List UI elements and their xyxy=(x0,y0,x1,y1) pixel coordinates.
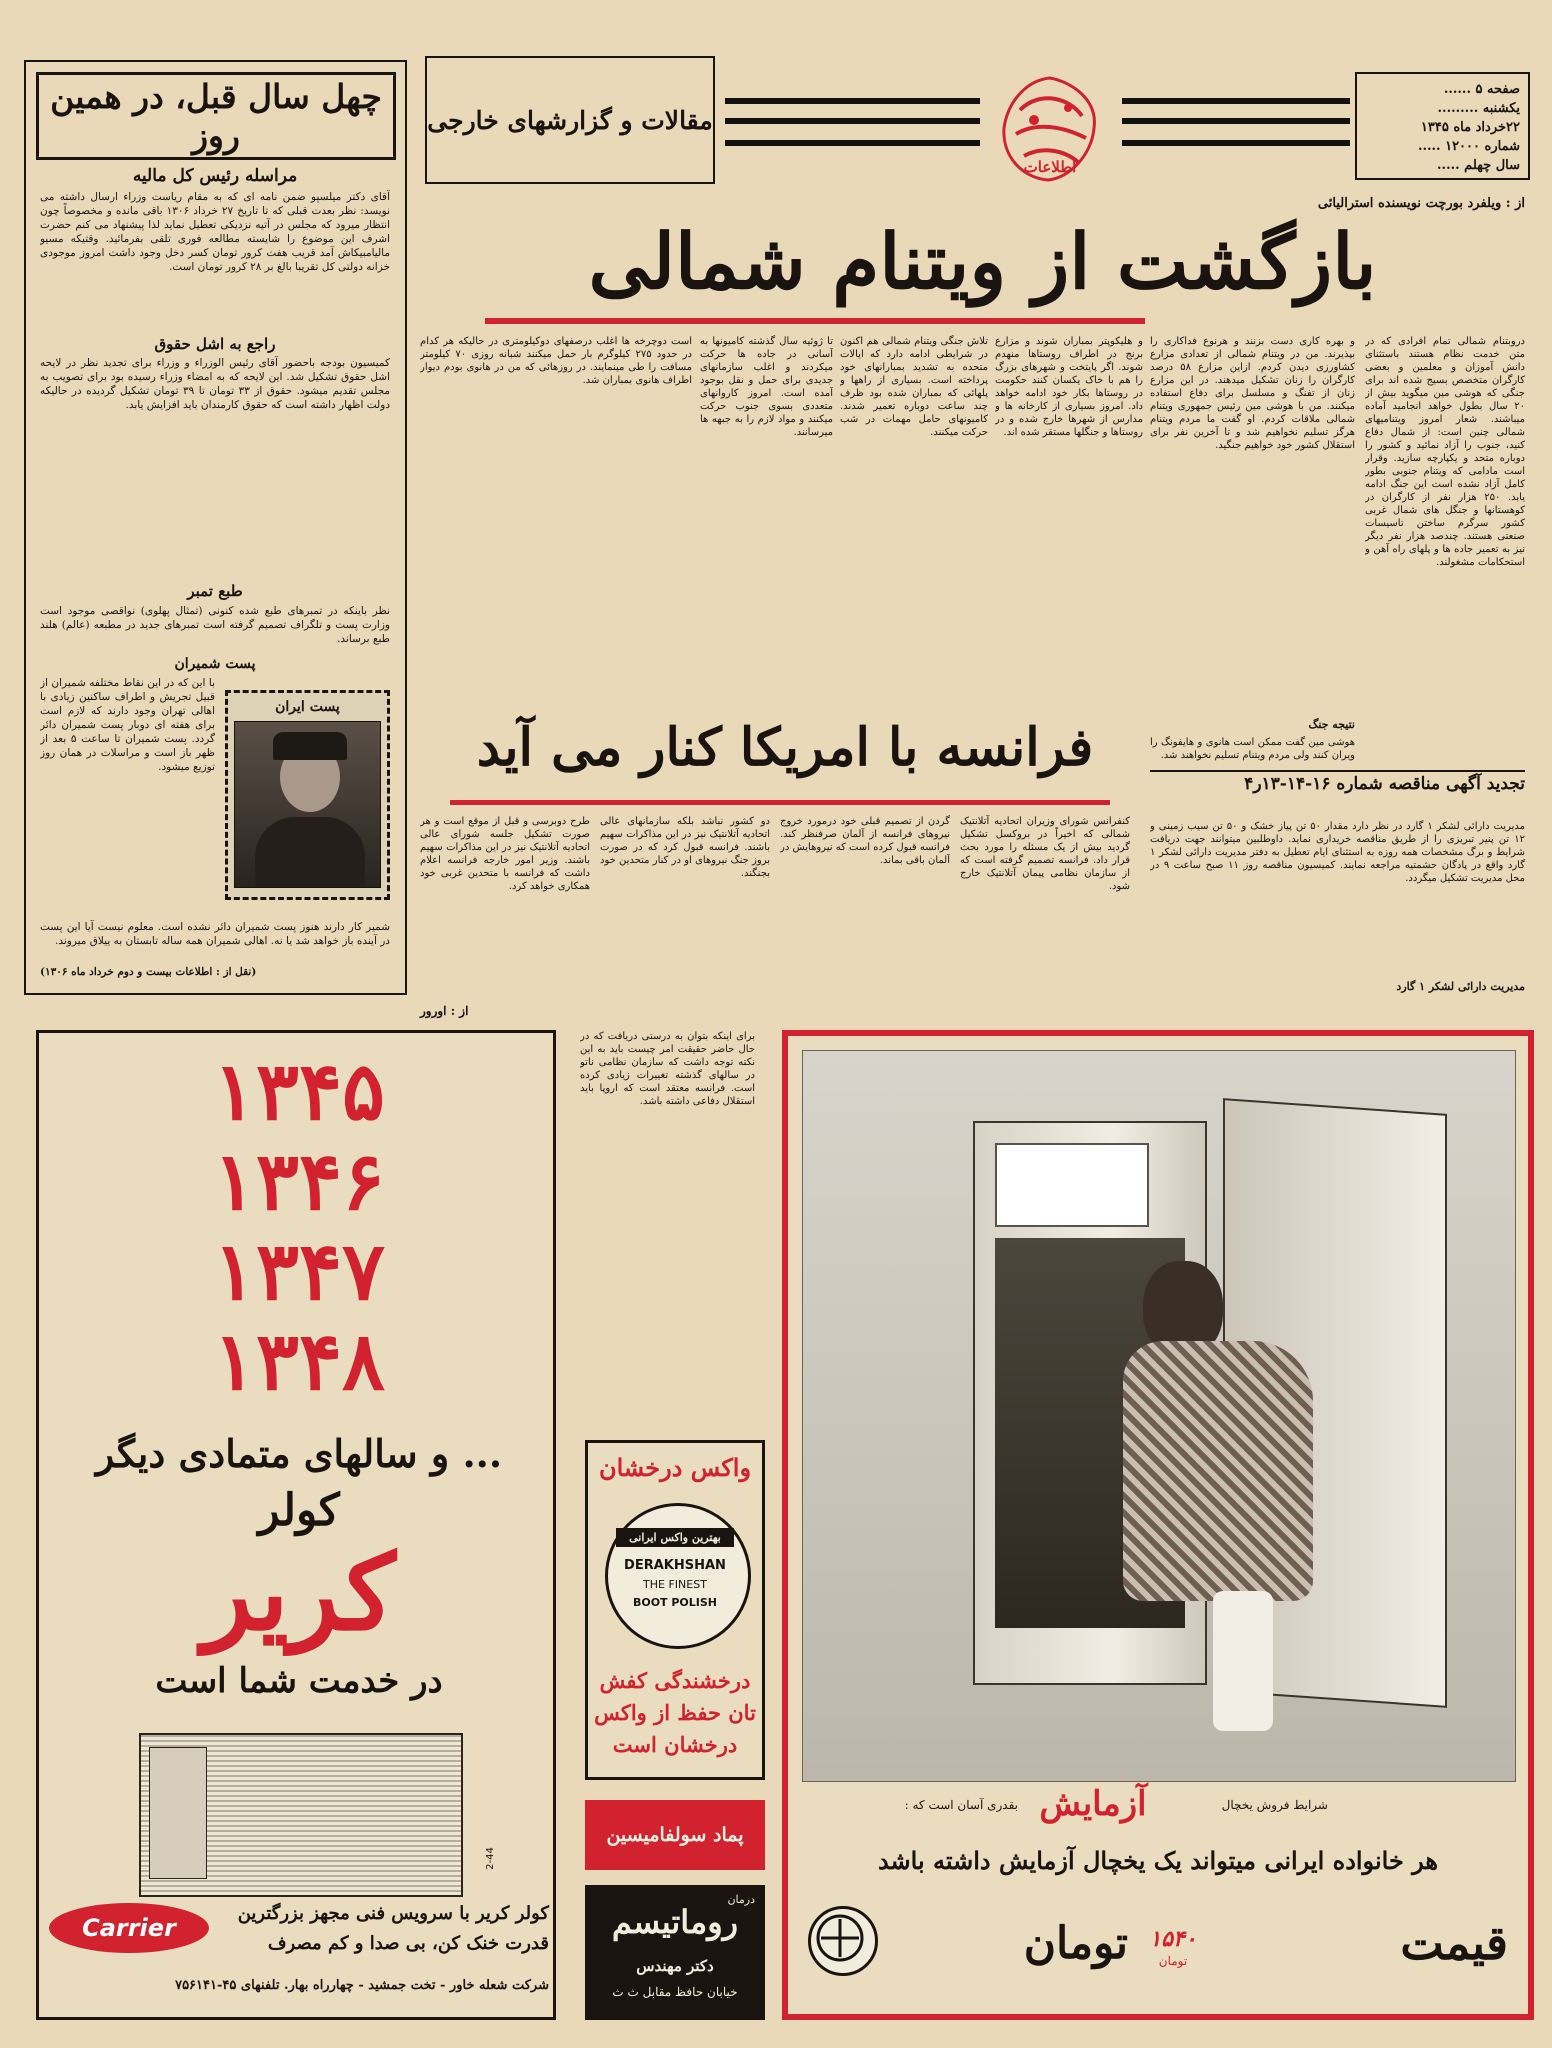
second-headline: فرانسه با امریکا کنار می آید xyxy=(476,717,1094,778)
fridge-manufacturer-logo xyxy=(808,1906,878,1976)
polish-title: واکس درخشان xyxy=(598,1453,752,1482)
tender-title: تجدید آگهی مناقصه شماره ۱۶-۱۴-۱۳ر۴ xyxy=(1244,774,1525,794)
sidebar-item-body: با این که در این نقاط مختلفه شمیران از قبیل تجریش و اطراف ساکنین زیادی با اهالی تهران وجود دارند که لازم است برای هفته ای دوبار پست شمیران دائر گردد. پست شمیران تا ساعت ۵ بعد از ظهر باز است و مراسلات در همان روز توزیع میشود. xyxy=(40,677,215,773)
carrier-footer2: قدرت خنک کن، بی صدا و کم مصرف xyxy=(267,1933,549,1954)
sulfamycin-text: پماد سولفامیسین xyxy=(606,1824,744,1846)
polish-tin-en2: THE FINEST xyxy=(643,1578,707,1591)
issue-line: سال چهلم ..... xyxy=(1437,158,1520,173)
fridge-note2: بقدری آسان است که : xyxy=(904,1798,1018,1812)
second-article-column: گردن از تصمیم قبلی خود درمورد خروج نیروهای فرانسه از آلمان صرفنظر کند. فرانسه قبول کرده است که نیروهایش در آلمان باقی بماند. xyxy=(780,816,950,866)
fridge-ad xyxy=(782,1030,1534,2020)
newspaper-logo xyxy=(990,70,1110,190)
carrier-logo xyxy=(49,1903,209,1953)
rheumatism-title: روماتیسم xyxy=(611,1903,739,1941)
fridge-tagline: هر خانواده ایرانی میتواند یک یخچال آزمایش داشته باشد xyxy=(877,1846,1439,1875)
portrait-body xyxy=(255,817,365,887)
air-conditioner-image xyxy=(139,1733,463,1897)
carrier-line2: کولر xyxy=(258,1485,340,1536)
second-headline-red-underline xyxy=(450,800,1110,805)
polish-slogan: درخشندگی کفش تان حفظ از واکس درخشان است xyxy=(594,1668,756,1757)
carrier-year: ۱۳۴۵ xyxy=(213,1044,385,1138)
carrier-line3: در خدمت شما است xyxy=(155,1661,443,1701)
portrait-cap xyxy=(273,732,347,760)
manufacturer-emblem-icon xyxy=(811,1909,869,1967)
fridge-brand: آزمایش xyxy=(1039,1784,1147,1824)
carrier-brand-fa: کریر xyxy=(202,1531,396,1654)
main-article-column: و هلیکوپتر بمباران شوند و مزارع برنج در اطراف روستاها منهدم شوند. اگر پایتخت و شهرهای بزرگ را هم با خاک یکسان کنند حکومت در روستاها بکار خود ادامه خواهد داد. امروز بسیاری از کارخانه ها و مدارس از شهرها خارج شده و در روستاها و جنگلها مستقر شده اند. xyxy=(995,336,1143,438)
sidebar-title-box xyxy=(36,72,396,160)
sidebar-item-title: طبع تمبر xyxy=(187,582,243,600)
masthead-rule xyxy=(1122,98,1350,104)
girl-dress xyxy=(1123,1341,1313,1601)
polish-tin-fa: بهترین واکس ایرانی xyxy=(616,1528,734,1547)
main-byline: از : ویلفرد بورچت نویسنده استرالیائی xyxy=(1317,196,1525,211)
rheumatism-top: درمان xyxy=(727,1893,755,1906)
girl-legs xyxy=(1213,1591,1273,1731)
carrier-code: 2-44 xyxy=(484,1847,496,1870)
polish-ad xyxy=(585,1440,765,1780)
carrier-logo-text: Carrier xyxy=(82,1914,176,1942)
section-title: مقالات و گزارشهای خارجی xyxy=(427,105,713,135)
rheumatism-address: خیابان حافظ مقابل ث ث xyxy=(612,1985,738,1999)
tender-body: مدیریت دارائی لشکر ۱ گارد در نظر دارد مقدار ۵۰ تن پیاز خشک و ۵۰ تن سیب زمینی و ۱۲ تن پنیر تبریزی را از طریق مناقصه خریداری نماید. داوطلبین میتوانند جهت دریافت شرایط و برگ مشخصات همه روزه به استثنای ایام تعطیل به دفتر مدیریت دارائی لشکر ۱ گارد واقع در پادگان حشمتیه مراجعه نمایند. کمیسیون مناقصه روز ۱۱ صبح ساعت ۹ در محل مدیریت تشکیل میگردد. xyxy=(1150,821,1525,884)
fridge-photo xyxy=(802,1050,1516,1782)
sidebar-item-title: راجع به اشل حقوق xyxy=(154,335,276,353)
polish-tin-en1: DERAKHSHAN xyxy=(624,1558,726,1573)
sidebar-item-body: آقای دکتر میلسپو ضمن نامه ای که به مقام ریاست وزراء ارسال داشته می نویسد: نظر بعدت قبلی که تا تاریخ ۲۷ خرداد ۱۳۰۶ باقی مانده و مخصوصاً چون انتظار میرود که مجلس در آتیه نزدیکی تعطیل نماید لذا پیشنهاد می کنم حضرت اشرف این موضوع را شایسته مطالعه فوری تلقی بفرمائید. وقتیکه مسیو مالیامبیکاش آمد قریب هفت کرور تومان کسر دخل وجود داشت امروز موجودی خزانه دولتی کل تقریبا بالغ بر ۲۸ کرور تومان است. xyxy=(40,191,390,273)
rheumatism-ad xyxy=(585,1885,765,2020)
issue-line: صفحه ۵ ...... xyxy=(1443,82,1520,97)
sulfamycin-ad xyxy=(585,1800,765,1870)
tender-signature: مدیریت دارائی لشکر ۱ گارد xyxy=(1396,980,1525,993)
second-article-column: دو کشور نباشد بلکه سازمانهای عالی اتحادیه آتلانتیک نیز در این مذاکرات سهیم باشند. فرانسه قبول کرد که در صورت بروز جنگ نیروهای او در کنار متحدین خود بجنگند. xyxy=(600,816,770,879)
sidebar-title: چهل سال قبل، در همین روز xyxy=(50,77,382,155)
polish-tin xyxy=(605,1503,751,1649)
issue-line: ۲۲خرداد ماه ۱۳۴۵ xyxy=(1420,120,1520,135)
masthead-rule xyxy=(725,140,980,146)
carrier-footer3: شرکت شعله خاور - تخت جمشید - چهارراه بهار. تلفنهای ۴۵-۷۵۶۱۴۱ xyxy=(175,1978,549,1993)
logo-text: اطلاعات xyxy=(1023,158,1077,176)
main-article-column: و بهره کاری دست بزنند و هرنوع فداکاری را بپذیرند. من در ویتنام شمالی از تعدادی مزارع کشاورزی دیدن کردم. ازاین مزارع ۵۸ درصد کارگران را زنان تشکیل میدهند. در این مزارع زنان از تفنگ و مسلسل برای دفاع استفاده میکنند. من با هوشی مین رئیس جمهوری ویتنام شمالی ملاقات کردم. او گفت ما مردم ویتنام هرگز تسلیم نخواهیم شد و تا آخرین نفر برای استقلال کشور خود خواهیم جنگید. xyxy=(1150,336,1355,451)
main-article-column: است دوچرخه ها اغلب درصفهای دوکیلومتری در حالیکه هر کدام در حدود ۲۷۵ کیلوگرم بار حمل میکنند شبانه روزی ۷۰ کیلومتر مسافت را طی مینمایند. در روزهائی که من در هانوی بودم دیوار اطراف هانوی بمباران شد. xyxy=(420,336,692,386)
main-headline: بازگشت از ویتنام شمالی xyxy=(588,217,1377,306)
rheumatism-name: دکتر مهندس xyxy=(636,1957,714,1975)
carrier-line1: ... و سالهای متمادی دیگر xyxy=(95,1431,503,1476)
second-article-column: طرح دوبرسی و قبل از موقع است و هر صورت تشکیل جلسه شورای عالی اتحادیه آتلانتیک نیز در این مذاکرات سهیم باشند. وزیر امور خارجه فرانسه اعلام داشت که فرانسه با متحدین غربی خود همکاری خواهد کرد. xyxy=(420,816,590,892)
carrier-year: ۱۳۴۶ xyxy=(213,1134,385,1228)
girl-figure xyxy=(1103,1261,1323,1731)
fridge-freezer xyxy=(995,1143,1149,1227)
stamp xyxy=(225,690,390,900)
issue-line: یکشنبه ......... xyxy=(1437,101,1520,116)
second-byline: از : اورور xyxy=(420,1004,469,1018)
second-article-column: برای اینکه بتوان به درستی دریافت که در حال حاضر حقیقت امر چیست باید به این نکته توجه داشت که سازمان نظامی ناتو در سالهای گذشته تغییرات زیادی کرده است. فرانسه معتقد است که اروپا باید استقلال دفاعی داشته باشد. xyxy=(580,1031,755,1107)
sidebar-citation: (نقل از : اطلاعات بیست و دوم خرداد ماه ۱۳۰۶) xyxy=(40,966,257,978)
second-article-column: کنفرانس شورای وزیران اتحادیه آتلانتیک شمالی که اخیراً در بروکسل تشکیل گردید بیش از یک مسئله را مورد بحث قرار داد. فرانسه تصمیم گرفته است که از سازمان نظامی پیمان آتلانتیک خارج شود. xyxy=(960,816,1130,892)
headline-red-underline xyxy=(485,318,1145,324)
main-subhead-text: هوشی مین گفت ممکن است هانوی و هایفونگ را ویران کنند ولی مردم ویتنام تسلیم نخواهند شد. xyxy=(1150,737,1355,761)
fridge-note: شرایط فروش یخچال xyxy=(1221,1798,1328,1812)
carrier-year: ۱۳۴۷ xyxy=(213,1224,385,1318)
carrier-footer1: کولر کریر با سرویس فنی مجهز بزرگترین xyxy=(237,1903,549,1924)
stamp-portrait xyxy=(234,721,381,888)
ac-control-panel xyxy=(149,1747,207,1879)
fridge-price-unit: تومان xyxy=(1023,1918,1128,1969)
masthead-rule xyxy=(1122,118,1350,124)
sidebar-item-title: پست شمیران xyxy=(174,656,256,672)
sidebar-extra-text: شمیر کار دارند هنوز پست شمیران دائر نشده است. معلوم نیست آیا این پست در آینده باز خواهد شد یا نه. اهالی شمیران همه ساله تابستان به ییلاق میروند. xyxy=(40,921,390,947)
sidebar-item-title: مراسله رئیس کل مالیه xyxy=(132,166,298,186)
issue-box xyxy=(1355,72,1530,180)
main-article-column: تا ژوئیه سال گذشته کامیونها به آسانی در جاده ها حرکت میکردند و اغلب سازمانهای جدیدی برای حمل و نقل بوجود آمده است. امروز کاروانهای متعددی بسوی جنوب حرکت میکنند و مواد لازم را به جبهه ها میرسانند. xyxy=(700,336,833,438)
main-subhead: نتیجه جنگ xyxy=(1308,718,1355,731)
sidebar-item-body: کمیسیون بودجه باحضور آقای رئیس الوزراء و وزراء برای تجدید نظر در لایحه اشل حقوق تشکیل شد. این لایحه که به امضاء وزراء رسیده بود برای تصویب به مجلس تقدیم میشود. حقوق از ۳۳ تومان تا ۳۹ تومان تشکیل گردیده در حالیکه دولت اظهار داشته است که حقوق کارمندان باید افزایش یابد. xyxy=(40,357,390,411)
issue-line: شماره ۱۲۰۰۰ ..... xyxy=(1417,139,1520,154)
masthead-rule xyxy=(725,98,980,104)
section-title-box xyxy=(425,56,715,184)
fridge-price-label: قیمت xyxy=(1400,1916,1508,1970)
sidebar-item-body: نظر باینکه در تمبرهای طبع شده کنونی (تمثال پهلوی) نواقصی موجود است وزارت پست و تلگراف تصمیم گرفته است تمبرهای جدید در مطبعه (عالم) هلند طبع برساند. xyxy=(40,605,390,645)
masthead-rule xyxy=(725,118,980,124)
polish-tin-en3: BOOT POLISH xyxy=(632,1596,718,1609)
masthead-rule xyxy=(1122,140,1350,146)
main-article-column: دروبتنام شمالی تمام افرادی که در متن خدمت نظام هستند باستثنای دانش آموزان و معلمین و بعضی کارگران متخصص بسیج شده اند برای جنگی که هوشی مین میگوید بیش از ۲۰ سال بطول خواهد انجامید آماده میباشند. شعار امروز ویتنامیهای شمالی چنین است: از شمال دفاع کنید، جنوب را آزاد نمائید و کشور را دوباره متحد و یکپارچه سازید. وقرار است مادامی که ویتنام جنوبی بطور کامل آزاد نشده است این جنگ ادامه یابد. ۲۵۰ هزار نفر از کارگران در کوهستانها و جنگل های شمال غربی کشور سرگرم ساختن تاسیسات صنعتی هستند. چندصد هزار نفر دیگر نیز به تعمیر جاده ها و پلهای راه آهن و استحکامات مشغولند. xyxy=(1365,336,1525,568)
stamp-label: پست ایران xyxy=(275,699,340,715)
main-article-column: تلاش جنگی ویتنام شمالی هم اکنون در شرایطی ادامه دارد که ایالات متحده به تشدید بمبارانهای خود پرداخته است. بسیاری از راهها و پلهائی که بمباران شده بود ظرف چند ساعت دوباره تعمیر شدند. کامیونهای حامل مهمات در شب حرکت میکنند. xyxy=(840,336,988,438)
fridge-price-unit-small: تومان xyxy=(1158,1954,1188,1968)
carrier-year: ۱۳۴۸ xyxy=(213,1314,385,1408)
fridge-price-value: ۱۵۴۰ xyxy=(1149,1926,1197,1952)
carrier-ad xyxy=(36,1030,556,2020)
